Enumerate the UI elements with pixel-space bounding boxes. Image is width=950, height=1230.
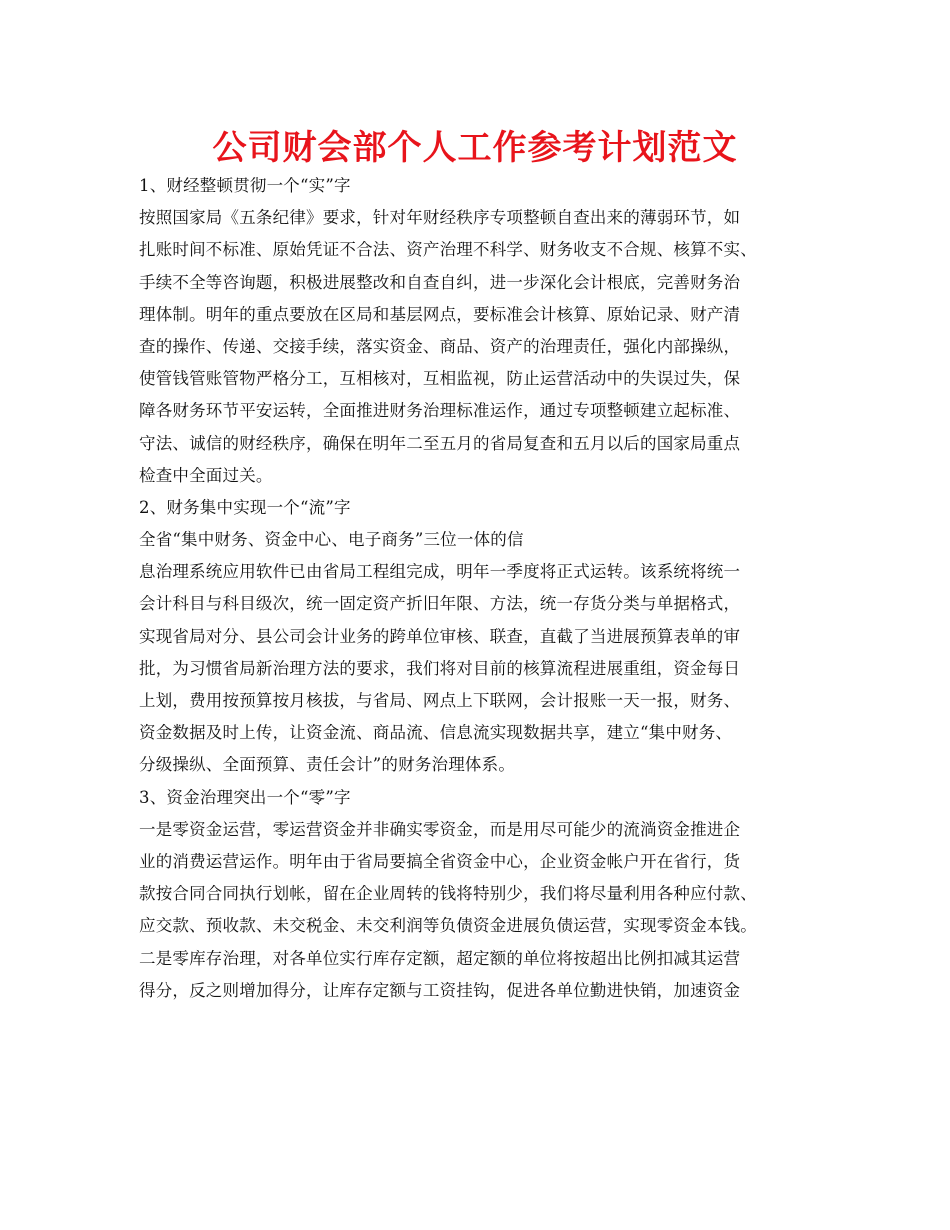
paragraph-line: 扎账时间不标准、原始凭证不合法、资产治理不科学、财务收支不合规、核算不实、	[139, 240, 757, 260]
paragraph-line: 理体制。明年的重点要放在区局和基层网点，要标准会计核算、原始记录、财产清	[139, 304, 741, 324]
paragraph-line: 上划，费用按预算按月核拔，与省局、网点上下联网，会计报账一天一报，财务、	[139, 691, 741, 710]
paragraph-line: 二是零库存治理，对各单位实行库存定额，超定额的单位将按超出比例扣减其运营	[139, 948, 741, 968]
paragraph-line: 息治理系统应用软件已由省局工程组完成，明年一季度将正式运转。该系统将统一	[139, 562, 741, 582]
paragraph-line: 障各财务环节平安运转，全面推进财务治理标准运作，通过专项整顿建立起标准、	[139, 401, 741, 421]
paragraph-line: 全省“集中财务、资金中心、电子商务”三位一体的信	[139, 530, 524, 550]
paragraph-line: 会计科目与科目级次，统一固定资产折旧年限、方法，统一存货分类与单据格式，	[139, 594, 741, 614]
paragraph-line: 查的操作、传递、交接手续，落实资金、商品、资产的治理责任，强化内部操纵，	[139, 336, 741, 356]
paragraph-line: 分级操纵、全面预算、责任会计”的财务治理体系。	[139, 755, 516, 775]
paragraph-line: 使管钱管账管物严格分工，互相核对，互相监视，防止运营活动中的失误过失，保	[139, 369, 741, 389]
section-heading-3: 3、资金治理突出一个“零”字	[139, 787, 351, 807]
document-title: 公司财会部个人工作参考计划范文	[212, 128, 738, 168]
paragraph-line: 按照国家局《五条纪律》要求，针对年财经秩序专项整顿自查出来的薄弱环节，如	[139, 208, 741, 228]
paragraph-line: 检查中全面过关。	[139, 465, 273, 485]
paragraph-line: 应交款、预收款、未交税金、未交利润等负债资金进展负债运营，实现零资金本钱。	[139, 916, 757, 936]
document-body	[139, 170, 829, 1007]
paragraph-line: 实现省局对分、县公司会计业务的跨单位审核、联查，直截了当进展预算表单的审	[139, 626, 741, 646]
section-heading-2: 2、财务集中实现一个“流”字	[139, 497, 351, 517]
paragraph-line: 批，为习惯省局新治理方法的要求，我们将对目前的核算流程进展重组，资金每日	[139, 658, 741, 678]
paragraph-line: 业的消费运营运作。明年由于省局要搞全省资金中心，企业资金帐户开在省行，货	[139, 851, 741, 871]
paragraph-line: 手续不全等咨询题，积极进展整改和自查自纠，进一步深化会计根底，完善财务治	[139, 272, 741, 292]
paragraph-line: 款按合同合同执行划帐，留在企业周转的钱将特别少，我们将尽量利用各种应付款、	[139, 884, 757, 904]
paragraph-line: 得分，反之则增加得分，让库存定额与工资挂钩，促进各单位勤进快销，加速资金	[139, 980, 741, 1000]
paragraph-line: 一是零资金运营，零运营资金并非确实零资金，而是用尽可能少的流淌资金推进企	[139, 819, 741, 839]
paragraph-line: 资金数据及时上传，让资金流、商品流、信息流实现数据共享，建立“集中财务、	[139, 723, 733, 743]
section-heading-1: 1、财经整顿贯彻一个“实”字	[139, 176, 351, 195]
paragraph-line: 守法、诚信的财经秩序，确保在明年二至五月的省局复查和五月以后的国家局重点	[139, 433, 741, 453]
